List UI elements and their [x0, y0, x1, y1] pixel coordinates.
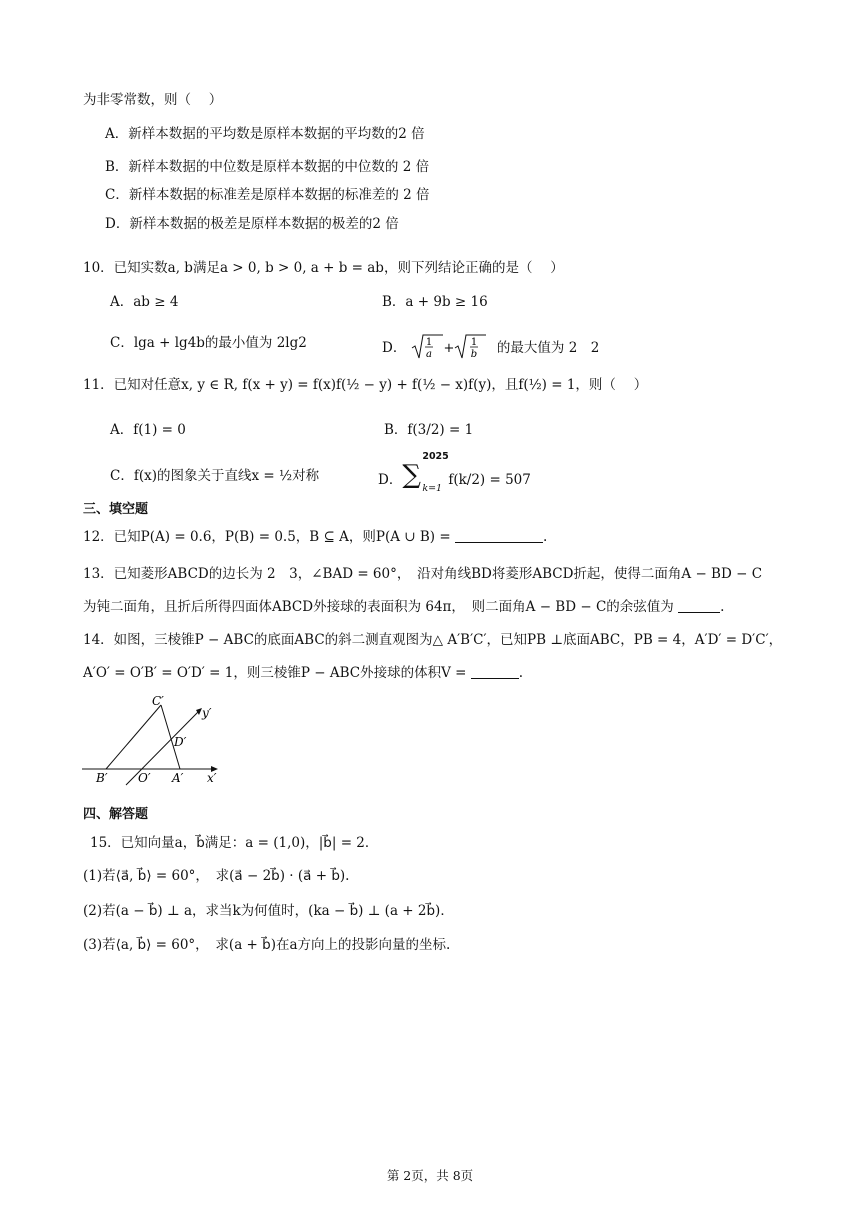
q13-line-2: 为钝二面角，且折后所得四面体ABCD外接球的表面积为 64π， 则二面角A − BD − C的余弦值为 .	[83, 599, 725, 615]
q13-line-1: 13．已知菱形ABCD的边长为 2 3，∠BAD = 60°， 沿对角线BD将菱形ABCD折起，使得二面角A − BD − C	[83, 566, 763, 582]
q15-stem: 15．已知向量a，b⃗满足：a = (1,0)，|b⃗| = 2．	[90, 835, 379, 851]
svg-text:1: 1	[425, 337, 432, 348]
label-y: y′	[202, 706, 212, 720]
q11-stem: 11．已知对任意x, y ∈ R, f(x + y) = f(x)f(½ − y) + f(½ − x)f(y)，且f(½) = 1，则（ ）	[83, 377, 648, 393]
sum-expression: f(k/2) = 507	[448, 472, 531, 488]
label-b: B′	[96, 771, 108, 785]
oblique-triangle-figure	[78, 690, 228, 790]
q11-option-a: A．f(1) = 0	[110, 422, 186, 438]
summation-icon: ∑ 2025 k=1	[402, 451, 449, 494]
q14-line-1: 14．如图，三棱锥P − ABC的底面ABC的斜二测直观图为△ A′B′C′，已知PB ⊥底面ABC，PB = 4，A′D′ = D′C′，	[83, 632, 783, 648]
svg-text:a: a	[425, 349, 432, 360]
q11-option-d: D． ∑ 2025 k=1 f(k/2) = 507	[378, 451, 531, 494]
q9-option-c: C．新样本数据的标准差是原样本数据的标准差的 2 倍	[105, 187, 430, 203]
q15-part-2: (2)若(a − b⃗) ⊥ a，求当k为何值时，(ka − b⃗) ⊥ (a + 2b⃗)．	[83, 903, 454, 919]
q15-part-3: (3)若⟨a, b⃗⟩ = 60°， 求(a + b⃗)在a方向上的投影向量的坐标.	[83, 937, 451, 953]
svg-text:b: b	[470, 349, 477, 360]
q13-answer-blank[interactable]	[678, 598, 720, 613]
q14-line-2: A′O′ = O′B′ = O′D′ = 1，则三棱锥P − ABC外接球的体积V = .	[83, 665, 524, 681]
page-footer: 第 2页，共 8页	[386, 1168, 474, 1183]
svg-text:+: +	[443, 341, 455, 356]
section-4-heading: 四、解答题	[83, 807, 149, 822]
q12-text: 12．已知P(A) = 0.6，P(B) = 0.5，B ⊆ A，则P(A ∪ B) = .	[83, 529, 548, 545]
sum-upper-bound: 2025	[422, 451, 449, 462]
section-3-heading: 三、填空题	[83, 502, 149, 517]
q12-answer-blank[interactable]	[455, 528, 543, 543]
q10-option-a: A．ab ≥ 4	[110, 294, 179, 310]
label-d: D′	[174, 735, 187, 749]
q10-option-c: C．lga + lg4b的最小值为 2lg2	[110, 335, 307, 351]
q11-option-c: C．f(x)的图象关于直线x = ½对称	[110, 468, 320, 484]
q9-option-d: D．新样本数据的极差是原样本数据的极差的2 倍	[105, 216, 399, 232]
q10-option-d: D． 1 a + 1 b 的最大值为 2 2	[382, 333, 599, 361]
q9-continuation: 为非零常数，则（ ）	[83, 92, 223, 108]
q10-stem: 10．已知实数a, b满足a > 0, b > 0, a + b = ab，则下列结论正确的是（ ）	[83, 260, 564, 276]
q14-answer-blank[interactable]	[471, 664, 519, 679]
label-o: O′	[138, 771, 151, 785]
q9-option-a: A．新样本数据的平均数是原样本数据的平均数的2 倍	[105, 126, 425, 142]
label-x: x′	[207, 771, 217, 785]
segment-b-c	[106, 705, 161, 769]
q10-option-b: B．a + 9b ≥ 16	[382, 294, 488, 310]
q15-part-1: (1)若⟨a⃗, b⃗⟩ = 60°， 求(a⃗ − 2b⃗) · (a⃗ + b⃗).	[83, 868, 350, 884]
label-a: A′	[172, 771, 184, 785]
svg-text:1: 1	[470, 337, 477, 348]
q11-option-b: B．f(3/2) = 1	[384, 422, 474, 438]
sum-lower-bound: k=1	[422, 483, 443, 494]
label-c: C′	[152, 694, 164, 708]
sqrt-expression-icon	[411, 333, 493, 361]
y-axis	[126, 711, 199, 785]
q9-option-b: B．新样本数据的中位数是原样本数据的中位数的 2 倍	[105, 159, 430, 175]
